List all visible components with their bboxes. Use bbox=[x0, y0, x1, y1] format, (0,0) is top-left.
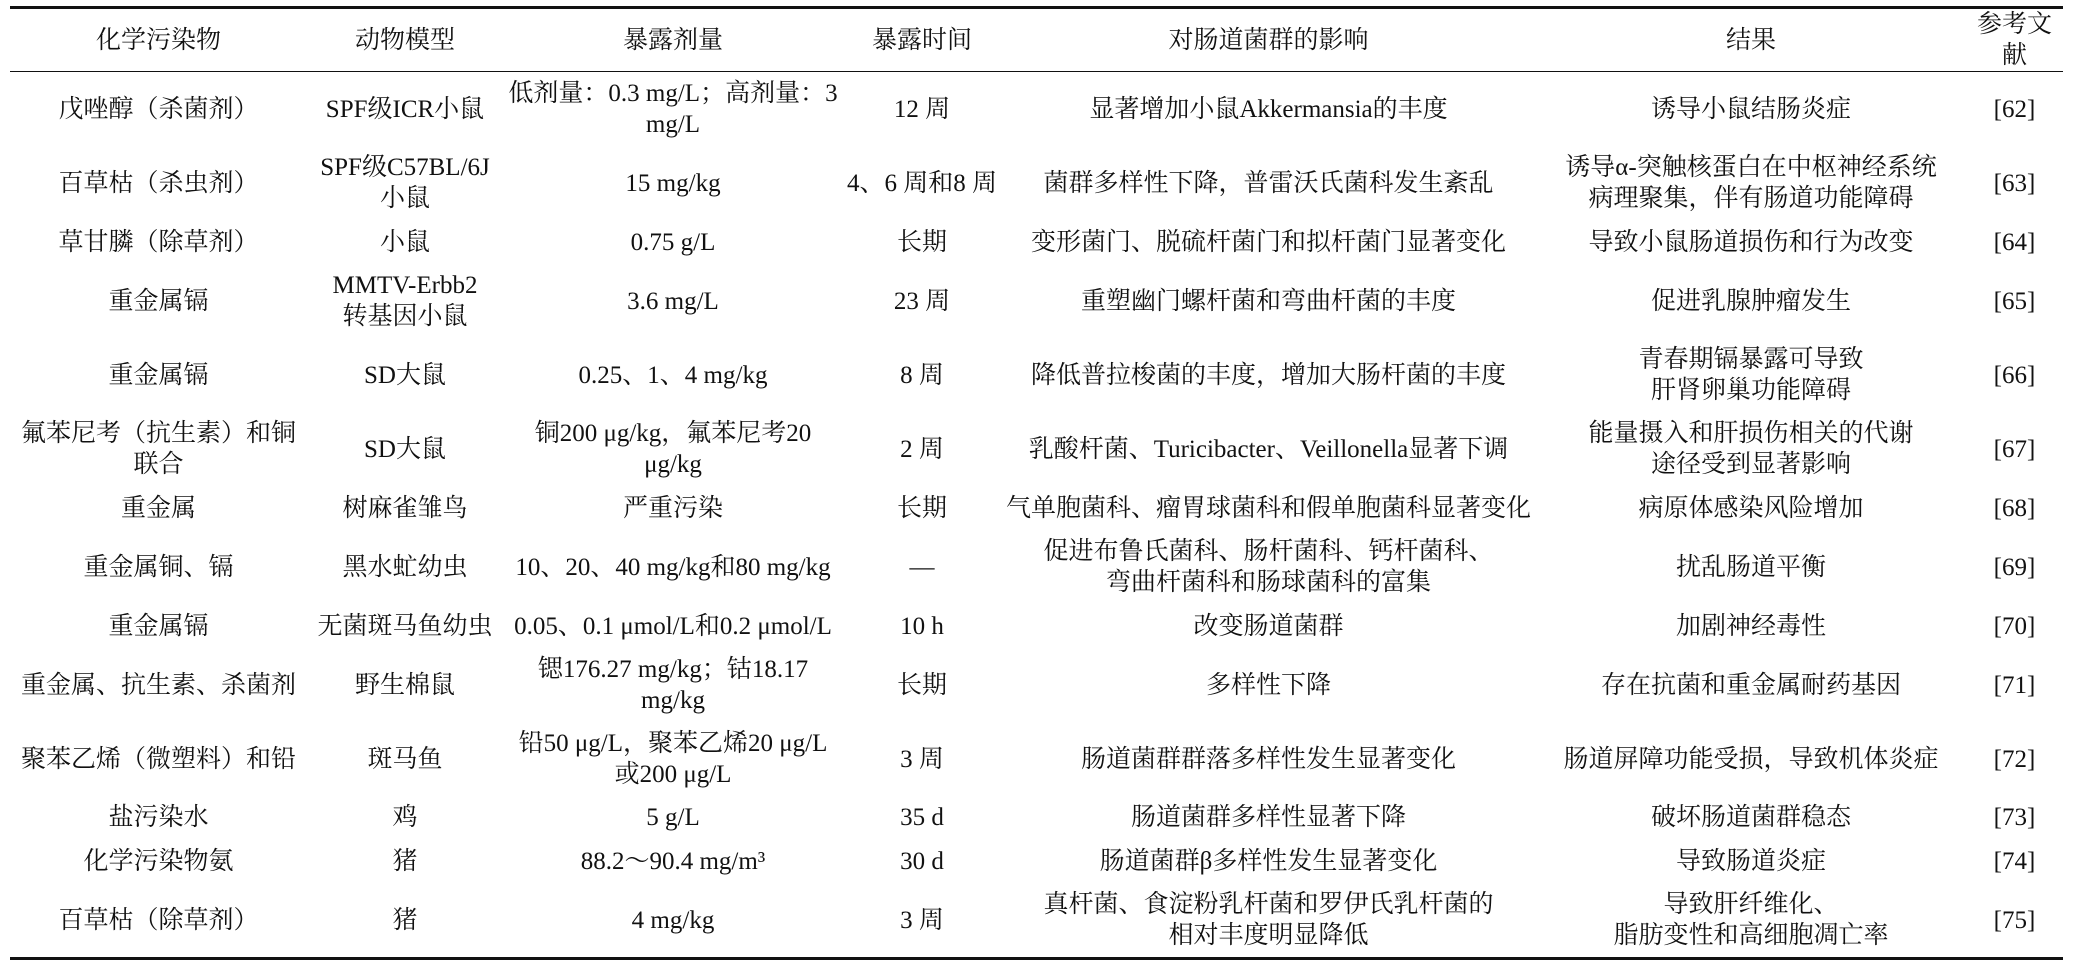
table-row bbox=[10, 796, 2063, 839]
cell-text: 5 g/L bbox=[646, 804, 700, 831]
cell-reference bbox=[1966, 796, 2063, 839]
cell-text: 猪 bbox=[392, 906, 418, 934]
cell-dose bbox=[503, 220, 843, 264]
cell-duration bbox=[843, 264, 1001, 338]
cell-dose bbox=[503, 530, 843, 604]
cell-result bbox=[1536, 648, 1966, 722]
cell-animal-model bbox=[307, 883, 503, 959]
cell-reference bbox=[1966, 530, 2063, 604]
cell-animal-model bbox=[307, 648, 503, 722]
cell-text: 15 mg/kg bbox=[625, 169, 721, 197]
cell-effect bbox=[1001, 220, 1536, 264]
cell-text: 鸡 bbox=[392, 804, 418, 831]
cell-text: 黑水虻幼虫 bbox=[342, 553, 468, 581]
table-row bbox=[10, 72, 2063, 147]
cell-pollutant bbox=[10, 883, 307, 959]
cell-text: 肠道菌群β多样性发生显著变化 bbox=[1099, 847, 1438, 875]
cell-duration bbox=[843, 883, 1001, 959]
data-table bbox=[10, 6, 2063, 960]
cell-text: 0.05、0.1 μmol/L和0.2 μmol/L bbox=[514, 612, 832, 640]
cell-effect bbox=[1001, 883, 1536, 959]
cell-reference bbox=[1966, 722, 2063, 796]
cell-animal-model bbox=[307, 72, 503, 147]
table-header-row bbox=[10, 8, 2063, 72]
cell-result bbox=[1536, 72, 1966, 147]
cell-text: 改变肠道菌群 bbox=[1193, 612, 1344, 640]
cell-reference bbox=[1966, 486, 2063, 530]
table-row bbox=[10, 604, 2063, 648]
cell-text: — bbox=[909, 553, 935, 581]
cell-duration bbox=[843, 530, 1001, 604]
cell-reference bbox=[1966, 146, 2063, 220]
cell-text: SD大鼠 bbox=[364, 435, 446, 463]
cell-pollutant bbox=[10, 146, 307, 220]
cell-result bbox=[1536, 220, 1966, 264]
cell-effect bbox=[1001, 412, 1536, 486]
table-container bbox=[10, 6, 2063, 960]
cell-reference bbox=[1966, 264, 2063, 338]
cell-text: 肠道菌群多样性显著下降 bbox=[1130, 804, 1406, 831]
cell-dose bbox=[503, 839, 843, 883]
cell-pollutant bbox=[10, 796, 307, 839]
cell-pollutant bbox=[10, 839, 307, 883]
cell-text: 10、20、40 mg/kg和80 mg/kg bbox=[515, 553, 831, 581]
cell-animal-model bbox=[307, 839, 503, 883]
cell-reference bbox=[1966, 648, 2063, 722]
cell-text: 导致肠道炎症 bbox=[1675, 847, 1826, 875]
cell-animal-model bbox=[307, 604, 503, 648]
cell-text: 8 周 bbox=[900, 361, 944, 389]
cell-text: 草甘膦（除草剂） bbox=[58, 228, 259, 256]
cell-text: [62] bbox=[1993, 95, 2036, 123]
cell-text: [63] bbox=[1993, 169, 2036, 197]
cell-result bbox=[1536, 530, 1966, 604]
cell-result bbox=[1536, 796, 1966, 839]
cell-animal-model bbox=[307, 146, 503, 220]
cell-text: 乳酸杆菌、Turicibacter、Veillonella显著下调 bbox=[1028, 435, 1509, 463]
cell-text: [67] bbox=[1993, 435, 2036, 463]
cell-text: 重金属镉 bbox=[108, 287, 209, 315]
table-row bbox=[10, 146, 2063, 220]
cell-pollutant bbox=[10, 412, 307, 486]
cell-text: 存在抗菌和重金属耐药基因 bbox=[1600, 671, 1901, 699]
cell-text: 百草枯（杀虫剂） bbox=[58, 169, 259, 197]
cell-text: 严重污染 bbox=[622, 494, 723, 522]
header-effect: 对肠道菌群的影响 bbox=[1168, 26, 1369, 54]
cell-dose bbox=[503, 338, 843, 412]
cell-text: 重金属镉 bbox=[108, 612, 209, 640]
cell-duration bbox=[843, 220, 1001, 264]
cell-text: SPF级ICR小鼠 bbox=[325, 95, 485, 123]
cell-text: 扰乱肠道平衡 bbox=[1675, 553, 1826, 581]
cell-text: 青春期镉暴露可导致 肝肾卵巢功能障碍 bbox=[1638, 346, 1864, 404]
cell-dose bbox=[503, 722, 843, 796]
cell-effect bbox=[1001, 722, 1536, 796]
cell-duration bbox=[843, 412, 1001, 486]
cell-text: 促进布鲁氏菌科、肠杆菌科、钙杆菌科、 弯曲杆菌科和肠球菌科的富集 bbox=[1043, 538, 1494, 596]
cell-reference bbox=[1966, 412, 2063, 486]
cell-text: 23 周 bbox=[893, 287, 951, 315]
cell-pollutant bbox=[10, 72, 307, 147]
cell-dose bbox=[503, 72, 843, 147]
cell-result bbox=[1536, 722, 1966, 796]
cell-text: 导致小鼠肠道损伤和行为改变 bbox=[1588, 228, 1914, 256]
cell-result bbox=[1536, 486, 1966, 530]
table-row bbox=[10, 264, 2063, 338]
cell-result bbox=[1536, 839, 1966, 883]
cell-text: 铅50 μg/L，聚苯乙烯20 μg/L或200 μg/L bbox=[518, 730, 828, 788]
cell-text: 30 d bbox=[900, 847, 944, 875]
cell-text: 猪 bbox=[392, 847, 418, 875]
cell-text: 88.2～90.4 mg/m³ bbox=[580, 847, 766, 875]
table-row bbox=[10, 839, 2063, 883]
cell-text: 4、6 周和8 周 bbox=[847, 169, 998, 197]
cell-text: [64] bbox=[1993, 228, 2036, 256]
cell-result bbox=[1536, 338, 1966, 412]
table-row bbox=[10, 412, 2063, 486]
cell-pollutant bbox=[10, 486, 307, 530]
cell-duration bbox=[843, 796, 1001, 839]
cell-text: [69] bbox=[1993, 553, 2036, 581]
cell-effect bbox=[1001, 796, 1536, 839]
cell-pollutant bbox=[10, 220, 307, 264]
cell-pollutant bbox=[10, 722, 307, 796]
cell-text: 降低普拉梭菌的丰度，增加大肠杆菌的丰度 bbox=[1030, 361, 1506, 389]
cell-text: 长期 bbox=[896, 671, 947, 699]
cell-text: 重金属铜、镉 bbox=[83, 553, 234, 581]
cell-text: 百草枯（除草剂） bbox=[58, 906, 259, 934]
cell-text: 加剧神经毒性 bbox=[1675, 612, 1826, 640]
cell-text: 斑马鱼 bbox=[367, 745, 443, 773]
cell-text: [66] bbox=[1993, 361, 2036, 389]
cell-effect bbox=[1001, 486, 1536, 530]
cell-animal-model bbox=[307, 486, 503, 530]
cell-text: 促进乳腺肿瘤发生 bbox=[1650, 287, 1851, 315]
cell-text: 锶176.27 mg/kg；钴18.17 mg/kg bbox=[537, 656, 809, 714]
cell-animal-model bbox=[307, 338, 503, 412]
cell-effect bbox=[1001, 72, 1536, 147]
cell-reference bbox=[1966, 338, 2063, 412]
cell-dose bbox=[503, 883, 843, 959]
cell-text: 化学污染物氨 bbox=[83, 847, 234, 875]
cell-duration bbox=[843, 486, 1001, 530]
cell-text: 无菌斑马鱼幼虫 bbox=[317, 612, 493, 640]
cell-text: 野生棉鼠 bbox=[354, 671, 455, 699]
cell-effect bbox=[1001, 530, 1536, 604]
cell-text: 35 d bbox=[900, 804, 944, 831]
cell-duration bbox=[843, 604, 1001, 648]
cell-text: 肠道屏障功能受损，导致机体炎症 bbox=[1563, 745, 1939, 773]
cell-text: 3.6 mg/L bbox=[627, 287, 719, 315]
cell-pollutant bbox=[10, 264, 307, 338]
cell-effect bbox=[1001, 146, 1536, 220]
cell-text: 小鼠 bbox=[379, 228, 430, 256]
cell-text: 戊唑醇（杀菌剂） bbox=[58, 95, 259, 123]
cell-text: [72] bbox=[1993, 745, 2036, 773]
cell-text: 破坏肠道菌群稳态 bbox=[1650, 804, 1851, 831]
cell-text: 真杆菌、食淀粉乳杆菌和罗伊氏乳杆菌的 相对丰度明显降低 bbox=[1043, 891, 1494, 949]
cell-text: [75] bbox=[1993, 906, 2036, 934]
cell-text: [73] bbox=[1993, 804, 2036, 831]
cell-duration bbox=[843, 146, 1001, 220]
cell-result bbox=[1536, 146, 1966, 220]
cell-text: [71] bbox=[1993, 671, 2036, 699]
cell-duration bbox=[843, 722, 1001, 796]
header-reference: 参考文献 bbox=[1976, 11, 2052, 69]
cell-animal-model bbox=[307, 722, 503, 796]
cell-animal-model bbox=[307, 220, 503, 264]
cell-pollutant bbox=[10, 338, 307, 412]
cell-result bbox=[1536, 883, 1966, 959]
cell-effect bbox=[1001, 839, 1536, 883]
cell-text: 12 周 bbox=[893, 95, 951, 123]
table-row bbox=[10, 530, 2063, 604]
cell-text: 0.75 g/L bbox=[630, 228, 716, 256]
cell-text: 10 h bbox=[900, 612, 944, 640]
cell-text: 盐污染水 bbox=[108, 804, 209, 831]
cell-text: 3 周 bbox=[900, 906, 944, 934]
cell-text: 0.25、1、4 mg/kg bbox=[578, 361, 768, 389]
header-dose: 暴露剂量 bbox=[622, 26, 723, 54]
cell-text: 氟苯尼考（抗生素）和铜联合 bbox=[20, 420, 296, 478]
header-result: 结果 bbox=[1725, 26, 1776, 54]
cell-text: 肠道菌群群落多样性发生显著变化 bbox=[1080, 745, 1456, 773]
cell-pollutant bbox=[10, 648, 307, 722]
cell-text: [68] bbox=[1993, 494, 2036, 522]
cell-dose bbox=[503, 648, 843, 722]
cell-text: SD大鼠 bbox=[364, 361, 446, 389]
cell-effect bbox=[1001, 604, 1536, 648]
cell-dose bbox=[503, 486, 843, 530]
cell-text: 重金属、抗生素、杀菌剂 bbox=[20, 671, 296, 699]
cell-animal-model bbox=[307, 530, 503, 604]
cell-animal-model bbox=[307, 412, 503, 486]
cell-text: 导致肝纤维化、 脂肪变性和高细胞凋亡率 bbox=[1613, 891, 1889, 949]
cell-text: 诱导小鼠结肠炎症 bbox=[1650, 95, 1851, 123]
cell-text: 显著增加小鼠Akkermansia的丰度 bbox=[1089, 95, 1448, 123]
cell-duration bbox=[843, 648, 1001, 722]
cell-effect bbox=[1001, 648, 1536, 722]
cell-duration bbox=[843, 338, 1001, 412]
cell-text: 气单胞菌科、瘤胃球菌科和假单胞菌科显著变化 bbox=[1005, 494, 1531, 522]
cell-text: 树麻雀雏鸟 bbox=[342, 494, 468, 522]
cell-text: 病原体感染风险增加 bbox=[1638, 494, 1864, 522]
cell-animal-model bbox=[307, 796, 503, 839]
cell-duration bbox=[843, 72, 1001, 147]
cell-reference bbox=[1966, 604, 2063, 648]
header-animal-model: 动物模型 bbox=[354, 26, 455, 54]
header-duration: 暴露时间 bbox=[871, 26, 972, 54]
cell-reference bbox=[1966, 839, 2063, 883]
cell-text: SPF级C57BL/6J 小鼠 bbox=[320, 154, 490, 212]
cell-text: [74] bbox=[1993, 847, 2036, 875]
header-pollutant: 化学污染物 bbox=[95, 26, 221, 54]
cell-text: MMTV-Erbb2 转基因小鼠 bbox=[332, 272, 478, 330]
cell-text: 变形菌门、脱硫杆菌门和拟杆菌门显著变化 bbox=[1030, 228, 1506, 256]
cell-dose bbox=[503, 146, 843, 220]
table-row bbox=[10, 883, 2063, 959]
cell-pollutant bbox=[10, 530, 307, 604]
table-row bbox=[10, 220, 2063, 264]
cell-dose bbox=[503, 604, 843, 648]
cell-duration bbox=[843, 839, 1001, 883]
cell-result bbox=[1536, 604, 1966, 648]
cell-animal-model bbox=[307, 264, 503, 338]
cell-text: 重塑幽门螺杆菌和弯曲杆菌的丰度 bbox=[1080, 287, 1456, 315]
cell-text: 菌群多样性下降，普雷沃氏菌科发生紊乱 bbox=[1043, 169, 1494, 197]
cell-text: 长期 bbox=[896, 228, 947, 256]
cell-result bbox=[1536, 264, 1966, 338]
cell-text: 聚苯乙烯（微塑料）和铅 bbox=[20, 745, 296, 773]
cell-text: 能量摄入和肝损伤相关的代谢 途径受到显著影响 bbox=[1588, 420, 1914, 478]
cell-result bbox=[1536, 412, 1966, 486]
cell-text: 诱导α-突触核蛋白在中枢神经系统 病理聚集，伴有肠道功能障碍 bbox=[1565, 154, 1937, 212]
cell-effect bbox=[1001, 264, 1536, 338]
cell-text: [65] bbox=[1993, 287, 2036, 315]
cell-effect bbox=[1001, 338, 1536, 412]
table-row bbox=[10, 722, 2063, 796]
cell-dose bbox=[503, 796, 843, 839]
cell-reference bbox=[1966, 220, 2063, 264]
cell-reference bbox=[1966, 883, 2063, 959]
cell-dose bbox=[503, 412, 843, 486]
cell-text: [70] bbox=[1993, 612, 2036, 640]
cell-text: 低剂量：0.3 mg/L；高剂量：3 mg/L bbox=[508, 80, 838, 138]
cell-text: 重金属 bbox=[120, 494, 196, 522]
cell-text: 重金属镉 bbox=[108, 361, 209, 389]
cell-text: 2 周 bbox=[900, 435, 944, 463]
table-row bbox=[10, 648, 2063, 722]
table-row bbox=[10, 486, 2063, 530]
cell-text: 4 mg/kg bbox=[631, 906, 715, 934]
cell-text: 长期 bbox=[896, 494, 947, 522]
table-row bbox=[10, 338, 2063, 412]
cell-dose bbox=[503, 264, 843, 338]
cell-text: 多样性下降 bbox=[1205, 671, 1331, 699]
cell-pollutant bbox=[10, 604, 307, 648]
cell-text: 铜200 μg/kg，氟苯尼考20 μg/kg bbox=[534, 420, 812, 478]
cell-text: 3 周 bbox=[900, 745, 944, 773]
cell-reference bbox=[1966, 72, 2063, 147]
